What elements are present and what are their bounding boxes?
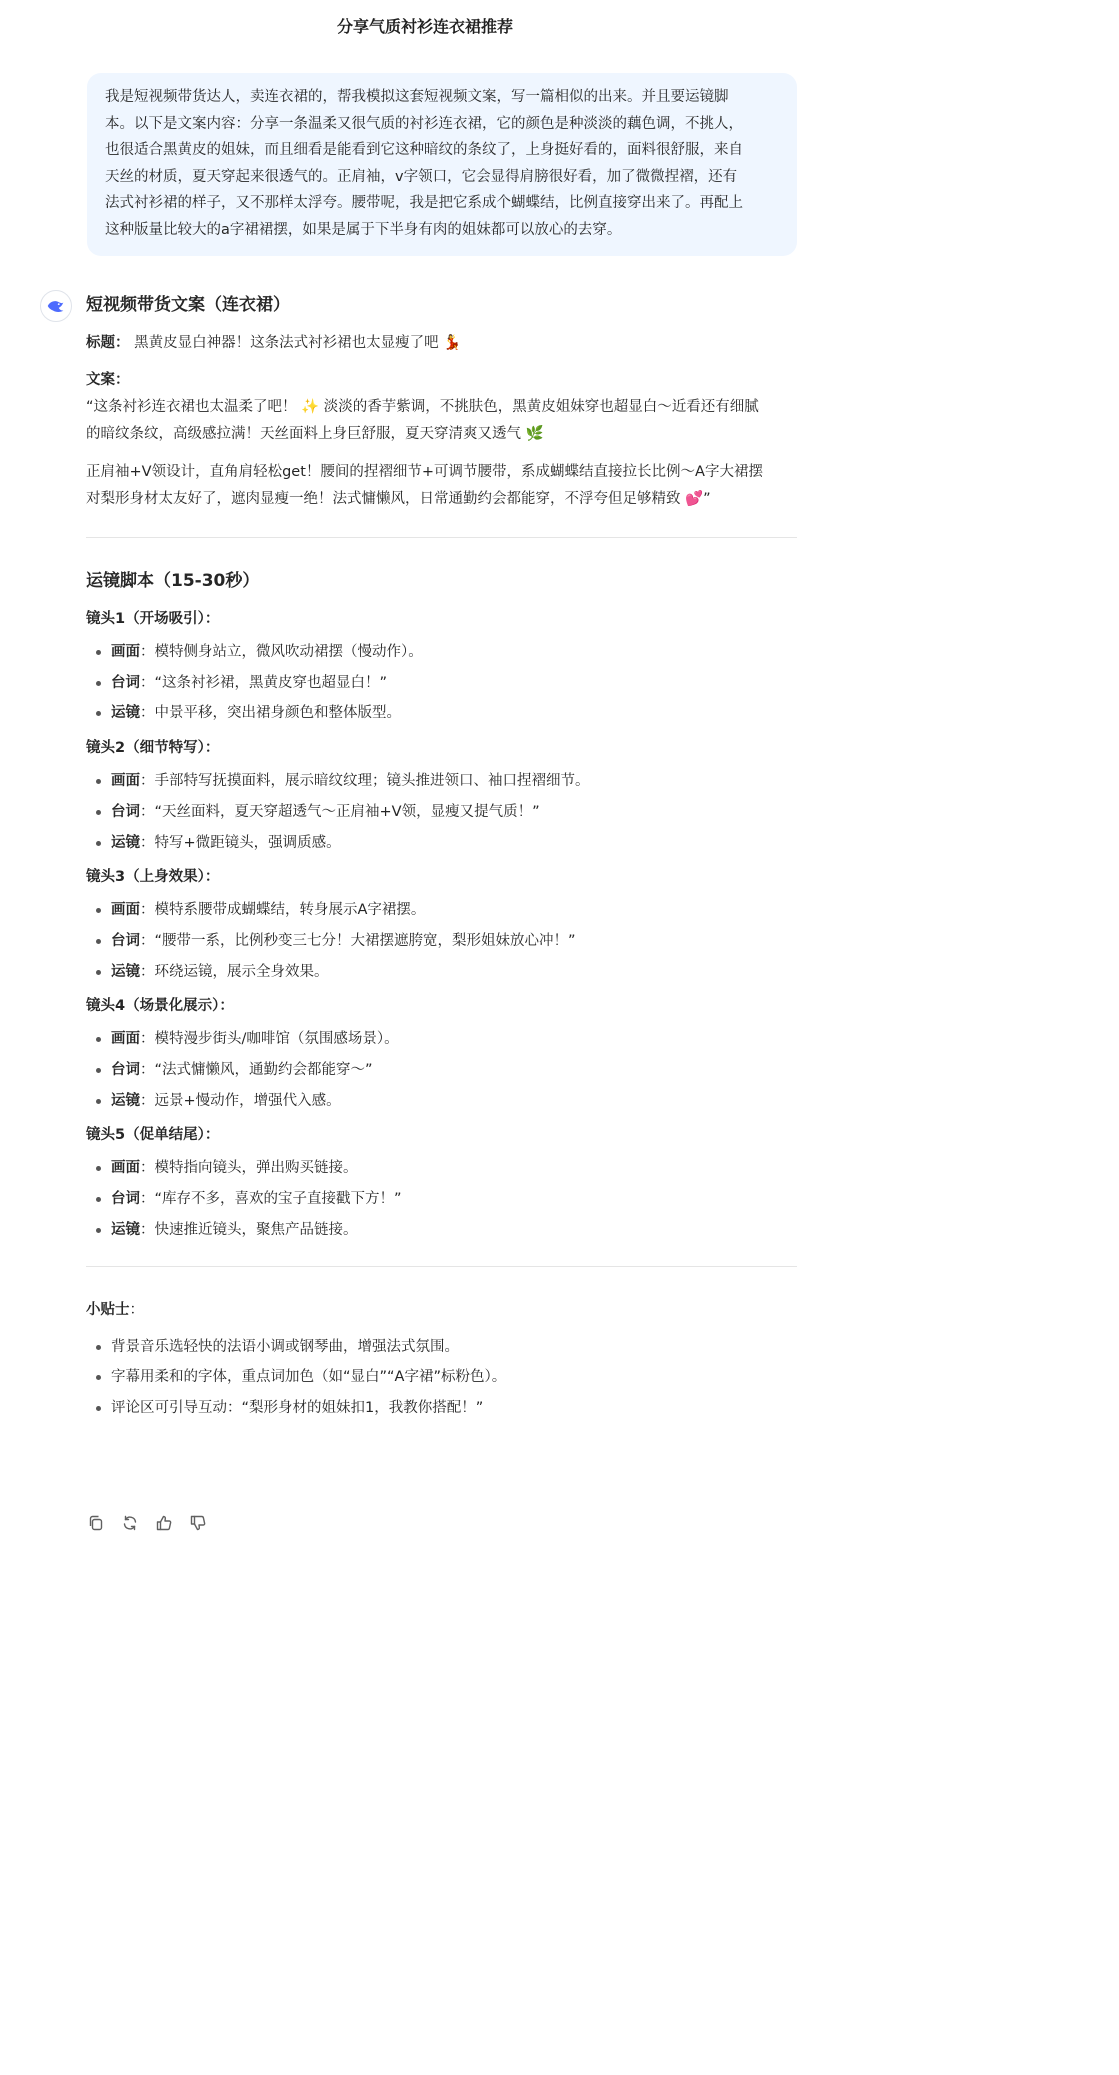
user-message-line: 法式衬衫裙的样子，又不那样太浮夸。腰带呢，我是把它系成个蝴蝶结，比例直接穿出来了。再配上 (105, 195, 743, 212)
copy-paragraph-2 (86, 459, 797, 513)
list-item-label: 运镜 (111, 705, 140, 722)
list-item-text: ：“腰带一系，比例秒变三七分！大裙摆遮胯宽，梨形姐妹放心冲！” (140, 932, 576, 949)
page-title: 分享气质衬衫连衣裙推荐 (336, 17, 513, 36)
list-item-label: 画面 (111, 902, 140, 919)
list-item (86, 1184, 797, 1215)
list-item-label: 运镜 (111, 834, 140, 851)
list-item (86, 797, 797, 828)
shot-title (86, 1122, 797, 1149)
list-item-label: 台词 (111, 803, 140, 820)
user-message-line: 也很适合黑黄皮的姐妹，而且细看是能看到它这种暗纹的条纹了，上身挺好看的，面料很舒服，来自 (105, 142, 743, 159)
shot-title-text: 镜头5（促单结尾）： (86, 1127, 220, 1144)
shot-title (86, 864, 797, 891)
script-heading: 运镜脚本（15-30秒） (86, 571, 260, 591)
list-item (86, 668, 797, 699)
list-item-text: ：快速推近镜头，聚焦产品链接。 (140, 1221, 358, 1238)
tips-colon: ： (129, 1301, 144, 1318)
shot-list (86, 594, 797, 1246)
list-item-label: 画面 (111, 1031, 140, 1048)
list-item-text: ：模特指向镜头，弹出购买链接。 (140, 1160, 358, 1177)
user-message-line: 本。以下是文案内容：分享一条温柔又很气质的衬衫连衣裙，它的颜色是种淡淡的藕色调，不挑人， (105, 115, 743, 132)
tips-label: 小贴士 (86, 1301, 130, 1318)
list-item-label: 画面 (111, 773, 140, 790)
assistant-answer (86, 292, 797, 1424)
list-item (86, 1086, 797, 1117)
list-item-label: 台词 (111, 932, 140, 949)
message-actions (86, 1513, 208, 1533)
list-item-label: 台词 (111, 1062, 140, 1079)
list-item-text: ：远景+慢动作，增强代入感。 (140, 1092, 341, 1109)
shot-title-text: 镜头2（细节特写）： (86, 740, 220, 757)
copy-paragraph-1 (86, 394, 797, 448)
list-item (86, 766, 797, 797)
shot-detail-list (86, 1153, 797, 1245)
assistant-avatar-icon (40, 290, 72, 322)
list-item-label: 运镜 (111, 1092, 140, 1109)
user-message-line: 天丝的材质，夏天穿起来很透气的。正肩袖，v字领口，它会显得肩膀很好看，加了微微捏褶，还有 (105, 168, 738, 185)
list-item-text: ：特写+微距镜头，强调质感。 (140, 834, 341, 851)
list-item-label: 运镜 (111, 963, 140, 980)
list-item (86, 698, 797, 729)
tips-list (86, 1332, 797, 1424)
copy-icon[interactable] (86, 1513, 106, 1533)
list-item-label: 画面 (111, 644, 140, 660)
copy-label-line (86, 367, 797, 394)
copy-line: 的暗纹条纹，高级感拉满！天丝面料上身巨舒服，夏天穿清爽又透气 🌿 (86, 426, 544, 442)
list-item-text: ：模特侧身站立，微风吹动裙摆（慢动作）。 (140, 644, 423, 660)
shot-title-text: 镜头1（开场吸引）： (86, 611, 220, 627)
shot-title (86, 993, 797, 1020)
list-item-text: ：“这条衬衫裙，黑黄皮穿也超显白！” (140, 674, 388, 691)
list-item-text: ：中景平移，突出裙身颜色和整体版型。 (140, 705, 401, 722)
list-item: 背景音乐选轻快的法语小调或钢琴曲，增强法式氛围。 (86, 1332, 797, 1363)
list-item: 字幕用柔和的字体，重点词加色（如“显白”“A字裙”标粉色）。 (86, 1362, 797, 1393)
list-item-text: ：“法式慵懒风，通勤约会都能穿～” (140, 1062, 373, 1079)
shot-title-text: 镜头4（场景化展示）： (86, 998, 234, 1015)
list-item-label: 运镜 (111, 1221, 140, 1238)
title-label: 标题： (86, 335, 130, 351)
list-item-text: ：模特系腰带成蝴蝶结，转身展示A字裙摆。 (140, 902, 426, 919)
shot-detail-list (86, 766, 797, 858)
thumbs-up-icon[interactable] (154, 1513, 174, 1533)
thumbs-down-icon[interactable] (188, 1513, 208, 1533)
list-item (86, 1055, 797, 1086)
shot-detail-list (86, 637, 797, 729)
list-item-text: ：“库存不多，喜欢的宝子直接戳下方！” (140, 1191, 402, 1208)
answer-heading: 短视频带货文案（连衣裙） (86, 295, 290, 315)
copy-label: 文案： (86, 372, 130, 388)
list-item-text: ：“天丝面料，夏天穿超透气～正肩袖+V领，显瘦又提气质！” (140, 803, 540, 820)
list-item-text: ：模特漫步街头/咖啡馆（氛围感场景）。 (140, 1031, 399, 1048)
user-message-bubble (87, 73, 797, 256)
shot-detail-list (86, 1024, 797, 1116)
list-item-label: 台词 (111, 1191, 140, 1208)
list-item-label: 画面 (111, 1160, 140, 1177)
list-item: 评论区可引导互动：“梨形身材的姐妹扣1，我教你搭配！” (86, 1393, 797, 1424)
list-item (86, 828, 797, 859)
list-item-label: 台词 (111, 674, 140, 691)
list-item-text: ：手部特写抚摸面料，展示暗纹纹理；镜头推进领口、袖口捏褶细节。 (140, 773, 590, 790)
list-item (86, 926, 797, 957)
regenerate-icon[interactable] (120, 1513, 140, 1533)
shot-title (86, 735, 797, 762)
list-item (86, 957, 797, 988)
shot-detail-list (86, 895, 797, 987)
shot-title-text: 镜头3（上身效果）： (86, 869, 220, 886)
list-item (86, 895, 797, 926)
list-item (86, 1215, 797, 1246)
list-item (86, 637, 797, 668)
copy-line: 对梨形身材太友好了，遮肉显瘦一绝！法式慵懒风，日常通勤约会都能穿，不浮夸但足够精致 💕” (86, 491, 711, 507)
copy-line: 正肩袖+V领设计，直角肩轻松get！腰间的捏褶细节+可调节腰带，系成蝴蝶结直接拉长比例～A字大裙摆 (86, 464, 763, 480)
list-item (86, 1153, 797, 1184)
tips-heading (86, 1297, 797, 1324)
list-item (86, 1024, 797, 1055)
user-message-line: 我是短视频带货达人，卖连衣裙的，帮我模拟这套短视频文案，写一篇相似的出来。并且要运镜脚 (105, 89, 729, 105)
list-item-text: ：环绕运镜，展示全身效果。 (140, 963, 329, 980)
title-line (86, 330, 797, 357)
title-text: 黑黄皮显白神器！这条法式衬衫裙也太显瘦了吧 💃 (129, 335, 462, 351)
copy-line: “这条衬衫连衣裙也太温柔了吧！ ✨ 淡淡的香芋紫调，不挑肤色，黑黄皮姐妹穿也超显白～近看还有细腻 (86, 399, 759, 415)
shot-title (86, 606, 797, 633)
user-message-line: 这种版量比较大的a字裙裙摆，如果是属于下半身有肉的姐妹都可以放心的去穿。 (105, 221, 622, 238)
